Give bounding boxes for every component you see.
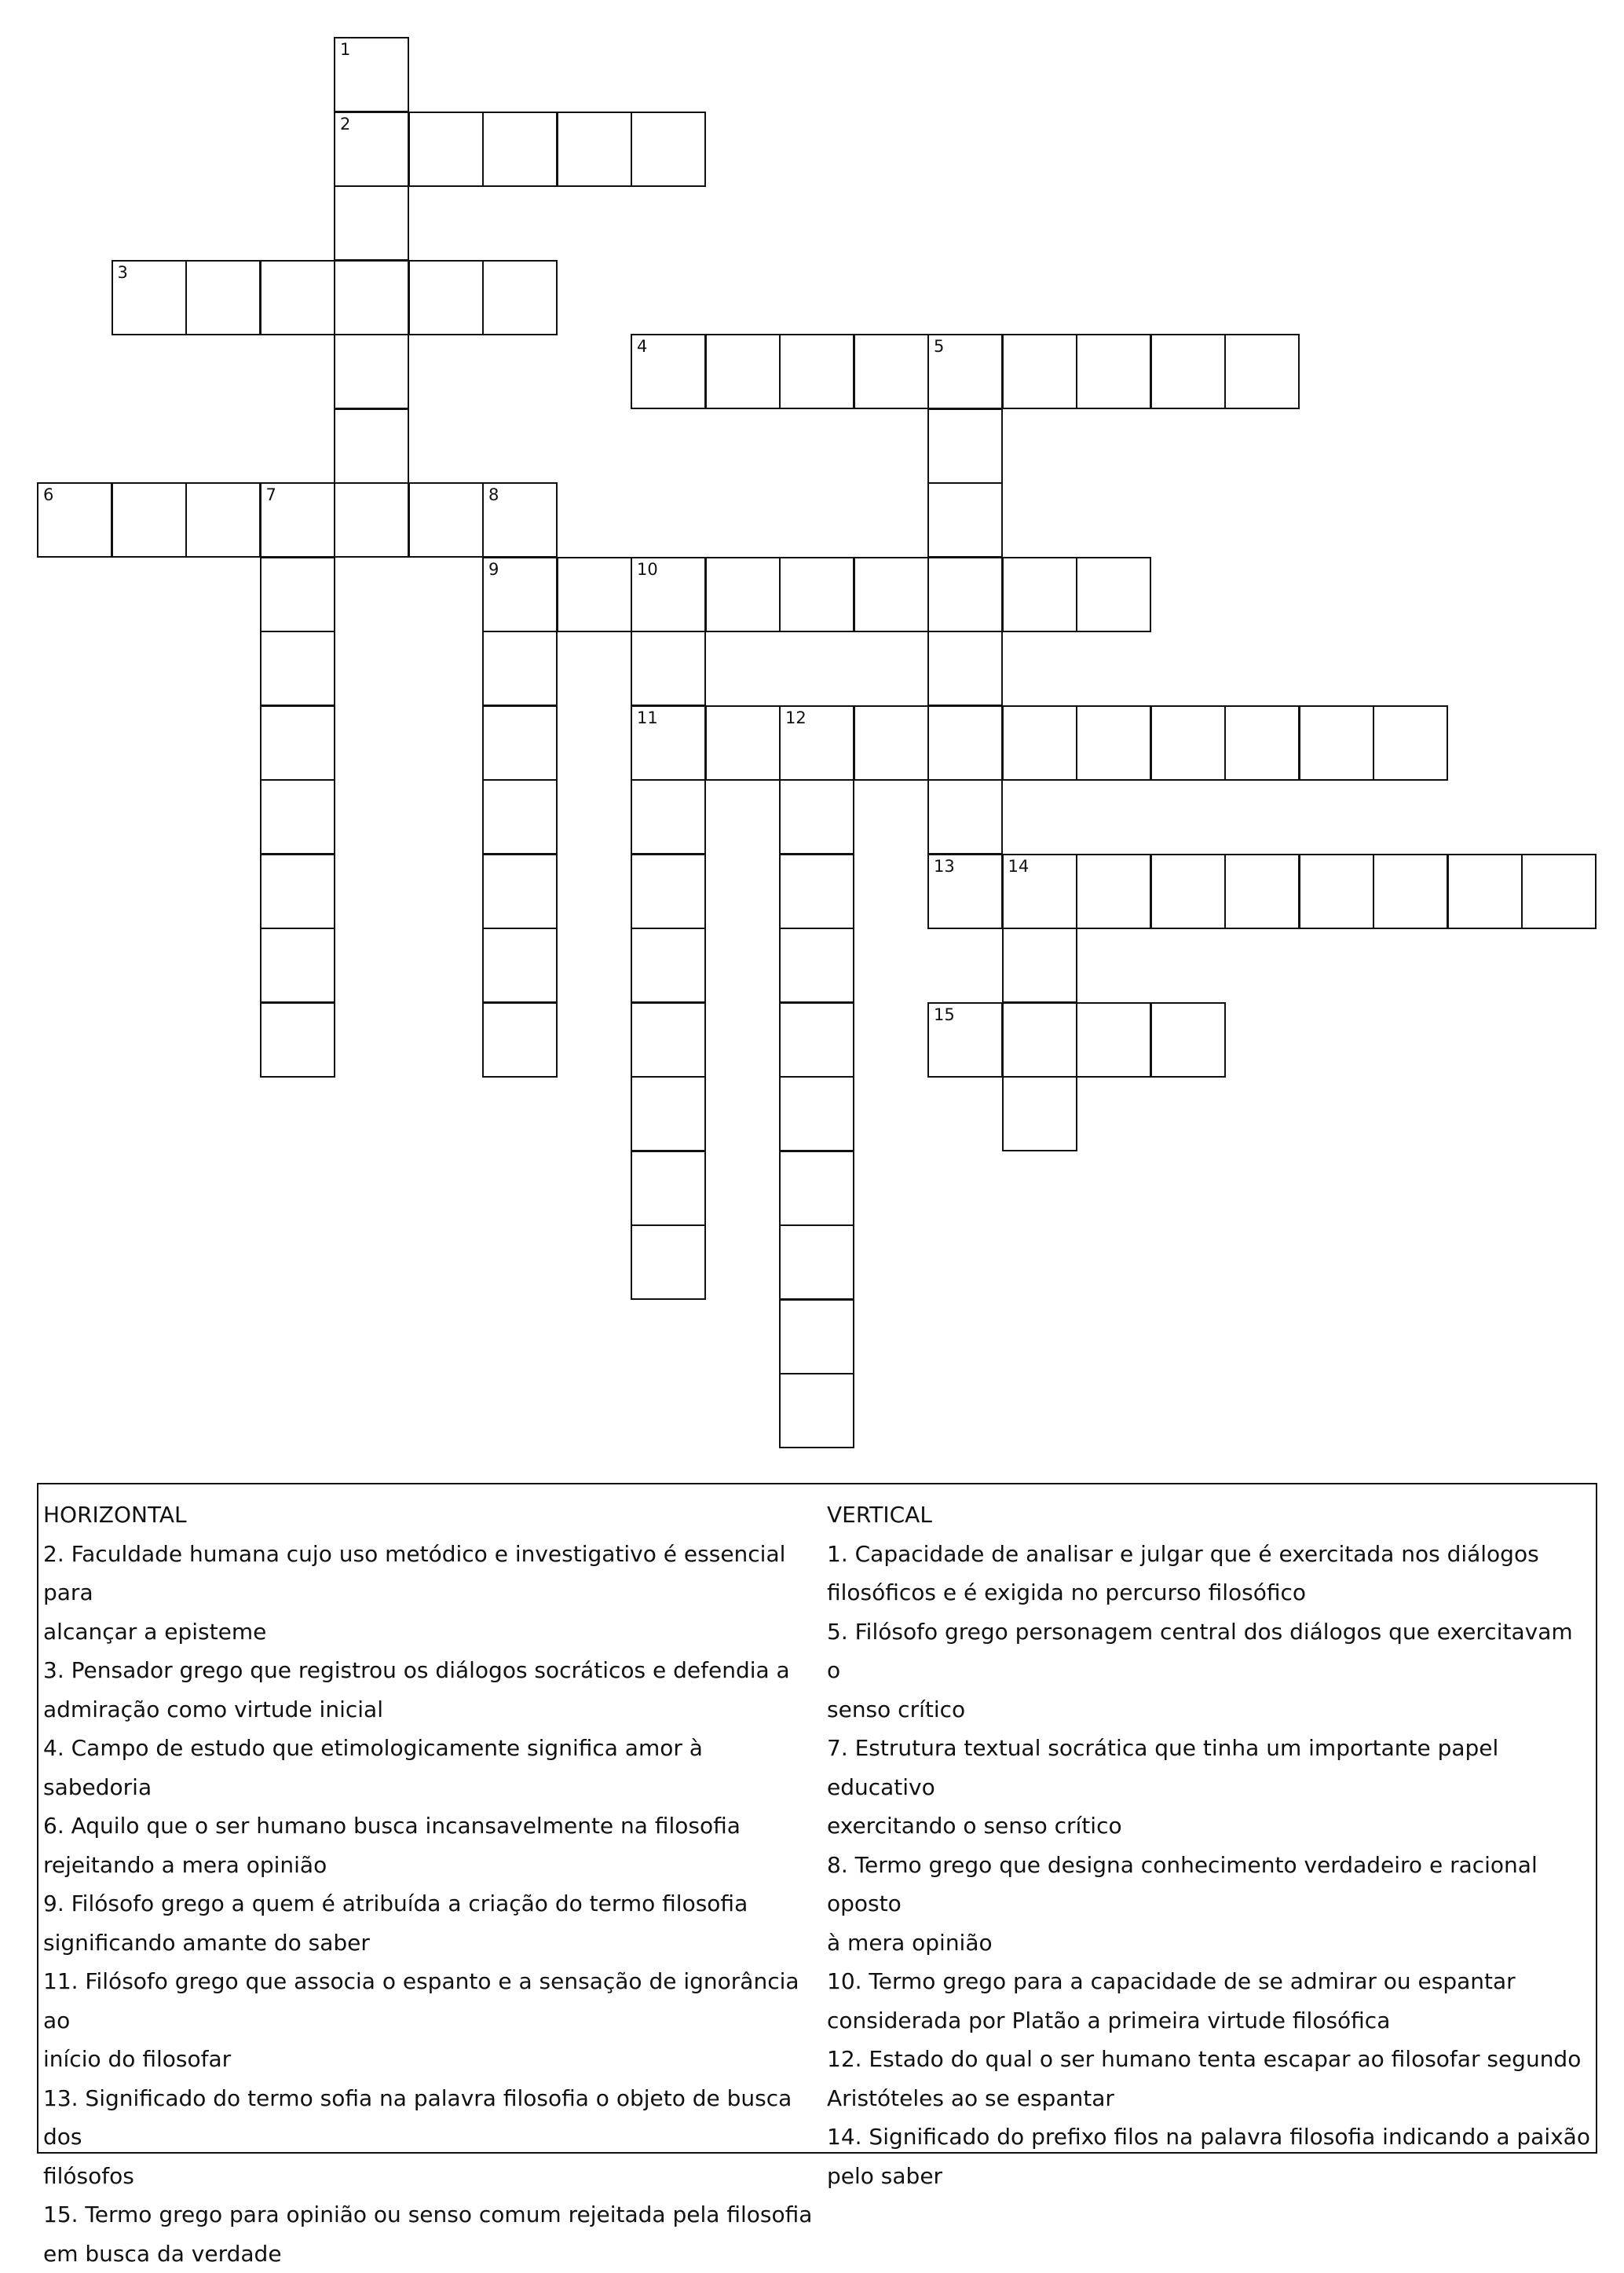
clue-line: Aristóteles ao se espantar	[827, 2079, 1593, 2118]
clue-line: exercitando o senso crítico	[827, 1806, 1593, 1846]
crossword-cell[interactable]	[631, 705, 706, 781]
crossword-cell[interactable]	[631, 779, 706, 855]
clue-line: 10. Termo grego para a capacidade de se admirar ou espantar	[827, 1962, 1593, 2001]
crossword-cell[interactable]	[408, 112, 484, 187]
crossword-cell[interactable]	[1076, 705, 1151, 781]
crossword-cell[interactable]	[927, 408, 1003, 484]
crossword-cell[interactable]	[37, 482, 112, 558]
clue-number: 14	[1008, 858, 1030, 875]
crossword-cell[interactable]	[779, 334, 854, 409]
crossword-cell[interactable]	[482, 631, 558, 706]
horizontal-heading: HORIZONTAL	[43, 1495, 817, 1535]
crossword-cell[interactable]	[260, 557, 335, 632]
crossword-cell[interactable]	[1076, 334, 1151, 409]
crossword-cell[interactable]	[779, 779, 854, 855]
crossword-cell[interactable]	[779, 928, 854, 1003]
crossword-cell[interactable]	[927, 482, 1003, 558]
clue-number: 2	[340, 116, 350, 133]
crossword-cell[interactable]	[260, 482, 335, 558]
crossword-cell[interactable]	[482, 779, 558, 855]
crossword-cell[interactable]	[1373, 705, 1448, 781]
crossword-cell[interactable]	[631, 557, 706, 632]
clue-number: 11	[637, 710, 658, 727]
crossword-cell[interactable]	[1373, 854, 1448, 929]
crossword-cell[interactable]	[1150, 1002, 1226, 1078]
clue-number: 5	[934, 339, 944, 355]
clue-line: 7. Estrutura textual socrática que tinha um importante papel educativo	[827, 1729, 1593, 1806]
crossword-cell[interactable]	[1447, 854, 1523, 929]
clue-number: 4	[637, 339, 647, 355]
crossword-cell[interactable]	[1002, 557, 1077, 632]
clue-line: à mera opinião	[827, 1923, 1593, 1963]
crossword-cell[interactable]	[260, 928, 335, 1003]
clue-line: 15. Termo grego para opinião ou senso comum rejeitada pela filosofia	[43, 2195, 817, 2235]
clue-line: 6. Aquilo que o ser humano busca incansavelmente na filosofia	[43, 1806, 817, 1846]
crossword-cell[interactable]	[260, 631, 335, 706]
crossword-cell[interactable]	[779, 1224, 854, 1300]
crossword-cell[interactable]	[631, 1224, 706, 1300]
crossword-cell[interactable]	[927, 854, 1003, 929]
crossword-cell[interactable]	[482, 482, 558, 558]
crossword-cell[interactable]	[1521, 854, 1597, 929]
crossword-cell[interactable]	[1076, 557, 1151, 632]
crossword-cell[interactable]	[334, 185, 409, 261]
crossword-cell[interactable]	[1299, 854, 1374, 929]
clue-line: 4. Campo de estudo que etimologicamente significa amor à sabedoria	[43, 1729, 817, 1806]
crossword-cell[interactable]	[557, 557, 632, 632]
crossword-cell[interactable]	[334, 482, 409, 558]
crossword-cell[interactable]	[260, 854, 335, 929]
clue-line: 1. Capacidade de analisar e julgar que é exercitada nos diálogos	[827, 1535, 1593, 1574]
crossword-cell[interactable]	[482, 928, 558, 1003]
crossword-cell[interactable]	[927, 631, 1003, 706]
crossword-cell[interactable]	[334, 408, 409, 484]
clue-line: alcançar a episteme	[43, 1612, 817, 1652]
crossword-cell[interactable]	[482, 1002, 558, 1078]
clue-line: 13. Significado do termo sofia na palavra filosofia o objeto de busca dos	[43, 2079, 817, 2157]
clue-number: 8	[488, 487, 499, 503]
crossword-cell[interactable]	[631, 112, 706, 187]
clue-line: significando amante do saber	[43, 1923, 817, 1963]
crossword-cell[interactable]	[482, 705, 558, 781]
crossword-cell[interactable]	[779, 1002, 854, 1078]
crossword-cell[interactable]	[260, 260, 335, 335]
crossword-cell[interactable]	[1224, 334, 1300, 409]
crossword-cell[interactable]	[854, 705, 929, 781]
crossword-cell[interactable]	[482, 112, 558, 187]
clue-line: 9. Filósofo grego a quem é atribuída a criação do termo filosofia	[43, 1884, 817, 1923]
crossword-cell[interactable]	[705, 334, 781, 409]
crossword-cell[interactable]	[185, 482, 261, 558]
clue-number: 9	[488, 562, 499, 578]
clue-number: 10	[637, 562, 658, 578]
crossword-cell[interactable]	[260, 1002, 335, 1078]
clue-number: 1	[340, 42, 350, 58]
crossword-cell[interactable]	[334, 37, 409, 112]
crossword-cell[interactable]	[260, 705, 335, 781]
crossword-cell[interactable]	[557, 112, 632, 187]
crossword-cell[interactable]	[927, 705, 1003, 781]
clue-line: filósofos	[43, 2157, 817, 2196]
crossword-cell[interactable]	[112, 260, 187, 335]
clue-line: 8. Termo grego que designa conhecimento verdadeiro e racional oposto	[827, 1846, 1593, 1923]
vertical-clues	[827, 1495, 1593, 2195]
crossword-cell[interactable]	[631, 854, 706, 929]
crossword-cell[interactable]	[112, 482, 187, 558]
crossword-cell[interactable]	[1002, 705, 1077, 781]
crossword-cell[interactable]	[1224, 705, 1300, 781]
clue-box	[37, 1483, 1597, 2154]
horizontal-clues	[43, 1495, 817, 2273]
crossword-cell[interactable]	[779, 1076, 854, 1151]
clue-line: senso crítico	[827, 1690, 1593, 1729]
crossword-cell[interactable]	[779, 705, 854, 781]
crossword-cell[interactable]	[927, 334, 1003, 409]
crossword-cell[interactable]	[1002, 334, 1077, 409]
vertical-heading: VERTICAL	[827, 1495, 1593, 1535]
crossword-cell[interactable]	[334, 334, 409, 409]
clue-line: 5. Filósofo grego personagem central dos diálogos que exercitavam o	[827, 1612, 1593, 1690]
clue-line: rejeitando a mera opinião	[43, 1846, 817, 1885]
crossword-cell[interactable]	[927, 1002, 1003, 1078]
crossword-cell[interactable]	[1150, 334, 1226, 409]
crossword-cell[interactable]	[705, 705, 781, 781]
crossword-cell[interactable]	[482, 557, 558, 632]
clue-line: admiração como virtude inicial	[43, 1690, 817, 1729]
clue-number: 6	[43, 487, 53, 503]
crossword-cell[interactable]	[1002, 1076, 1077, 1151]
clue-line: 11. Filósofo grego que associa o espanto e a sensação de ignorância ao	[43, 1962, 817, 2040]
crossword-cell[interactable]	[927, 557, 1003, 632]
crossword-cell[interactable]	[1002, 928, 1077, 1003]
clue-line: 14. Significado do prefixo filos na palavra filosofia indicando a paixão	[827, 2117, 1593, 2157]
crossword-cell[interactable]	[854, 557, 929, 632]
clue-number: 12	[785, 710, 807, 727]
crossword-cell[interactable]	[1076, 854, 1151, 929]
clue-line: início do filosofar	[43, 2040, 817, 2079]
crossword-cell[interactable]	[482, 854, 558, 929]
clue-number: 3	[118, 265, 128, 281]
clue-number: 15	[934, 1007, 955, 1023]
crossword-cell[interactable]	[779, 854, 854, 929]
crossword-cell[interactable]	[631, 1002, 706, 1078]
crossword-cell[interactable]	[854, 334, 929, 409]
crossword-cell[interactable]	[705, 557, 781, 632]
crossword-cell[interactable]	[631, 928, 706, 1003]
clue-number: 13	[934, 858, 955, 875]
crossword-cell[interactable]	[779, 1151, 854, 1226]
crossword-cell[interactable]	[779, 1373, 854, 1448]
crossword-cell[interactable]	[334, 260, 409, 335]
crossword-cell[interactable]	[482, 260, 558, 335]
crossword-cell[interactable]	[334, 112, 409, 187]
crossword-cell[interactable]	[260, 779, 335, 855]
clue-line: em busca da verdade	[43, 2235, 817, 2273]
crossword-cell[interactable]	[779, 557, 854, 632]
crossword-cell[interactable]	[1150, 705, 1226, 781]
crossword-cell[interactable]	[1002, 1002, 1077, 1078]
crossword-cell[interactable]	[1224, 854, 1300, 929]
clue-line: 3. Pensador grego que registrou os diálogos socráticos e defendia a	[43, 1651, 817, 1690]
crossword-cell[interactable]	[1150, 854, 1226, 929]
crossword-cell[interactable]	[779, 1299, 854, 1374]
clue-line: 12. Estado do qual o ser humano tenta escapar ao filosofar segundo	[827, 2040, 1593, 2079]
crossword-cell[interactable]	[631, 334, 706, 409]
crossword-cell[interactable]	[1002, 854, 1077, 929]
crossword-cell[interactable]	[927, 779, 1003, 855]
crossword-cell[interactable]	[631, 1076, 706, 1151]
clue-line: pelo saber	[827, 2157, 1593, 2196]
crossword-cell[interactable]	[631, 631, 706, 706]
clue-line: filosóficos e é exigida no percurso filosófico	[827, 1573, 1593, 1612]
crossword-cell[interactable]	[1299, 705, 1374, 781]
clue-number: 7	[266, 487, 276, 503]
crossword-cell[interactable]	[1076, 1002, 1151, 1078]
crossword-cell[interactable]	[185, 260, 261, 335]
crossword-cell[interactable]	[408, 482, 484, 558]
crossword-cell[interactable]	[408, 260, 484, 335]
clue-line: 2. Faculdade humana cujo uso metódico e investigativo é essencial para	[43, 1535, 817, 1612]
crossword-cell[interactable]	[631, 1151, 706, 1226]
clue-line: considerada por Platão a primeira virtude filosófica	[827, 2001, 1593, 2041]
